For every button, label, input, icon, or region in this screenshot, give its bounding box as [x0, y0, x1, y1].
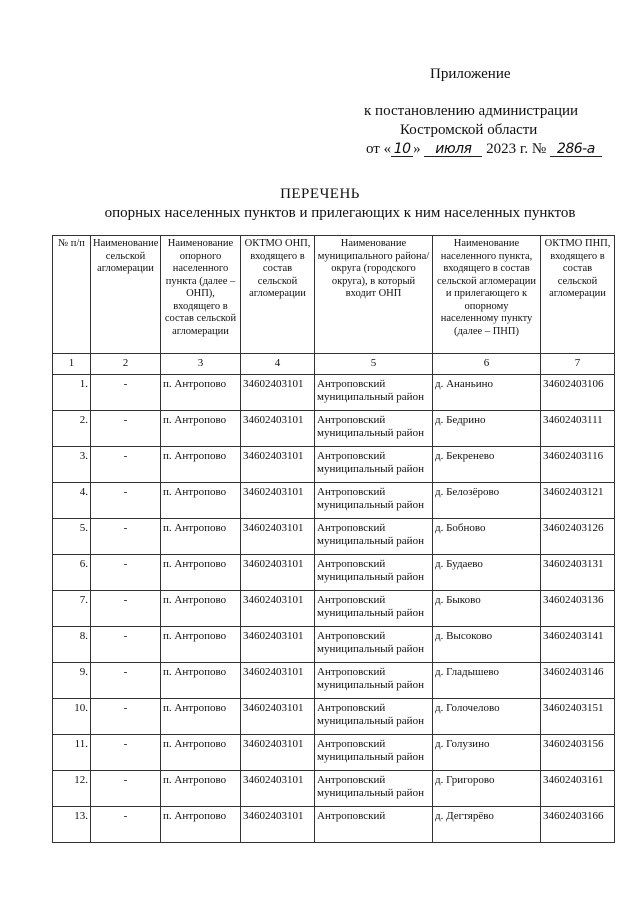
cell-onp: п. Антропово [161, 591, 241, 627]
cell-pnp: д. Голузино [433, 735, 541, 771]
table-row [53, 591, 615, 627]
cell-agglomeration: - [91, 519, 161, 555]
cell-oktmo-pnp: 34602403151 [541, 699, 615, 735]
column-number: 5 [315, 354, 433, 375]
cell-oktmo-pnp: 34602403141 [541, 627, 615, 663]
cell-onp: п. Антропово [161, 483, 241, 519]
cell-district: Антроповский муниципальный район [315, 699, 433, 735]
cell-number: 2. [53, 411, 91, 447]
cell-oktmo-onp: 34602403101 [241, 447, 315, 483]
cell-number: 10. [53, 699, 91, 735]
table-row [53, 807, 615, 843]
appendix-label: Приложение [430, 66, 511, 82]
document-subtitle: опорных населенных пунктов и прилегающих к ним населенных пунктов [104, 205, 576, 221]
cell-oktmo-pnp: 34602403106 [541, 375, 615, 411]
doc-number: 286-а [556, 141, 595, 157]
table-row [53, 483, 615, 519]
cell-oktmo-onp: 34602403101 [241, 591, 315, 627]
cell-agglomeration: - [91, 447, 161, 483]
cell-district: Антроповский муниципальный район [315, 555, 433, 591]
col-header-onp: Наименование опорного населенного пункта (далее – ОНП), входящего в состав сельской агломерации [161, 236, 241, 354]
cell-district: Антроповский муниципальный район [315, 375, 433, 411]
cell-agglomeration: - [91, 699, 161, 735]
cell-onp: п. Антропово [161, 627, 241, 663]
cell-oktmo-pnp: 34602403161 [541, 771, 615, 807]
cell-number: 9. [53, 663, 91, 699]
cell-oktmo-pnp: 34602403111 [541, 411, 615, 447]
cell-oktmo-pnp: 34602403156 [541, 735, 615, 771]
table-row [53, 555, 615, 591]
cell-pnp: д. Бобново [433, 519, 541, 555]
column-number: 1 [53, 354, 91, 375]
cell-agglomeration: - [91, 771, 161, 807]
cell-agglomeration: - [91, 555, 161, 591]
col-header-pnp: Наименование населенного пункта, входящего в состав сельской агломерации и прилегающего к опорному населенному пункту (далее – ПНП) [433, 236, 541, 354]
cell-onp: п. Антропово [161, 663, 241, 699]
cell-oktmo-pnp: 34602403121 [541, 483, 615, 519]
cell-oktmo-onp: 34602403101 [241, 411, 315, 447]
column-number: 6 [433, 354, 541, 375]
table-body [53, 375, 615, 843]
table-row [53, 447, 615, 483]
decree-date-line [366, 141, 602, 158]
cell-district: Антроповский муниципальный район [315, 411, 433, 447]
cell-number: 8. [53, 627, 91, 663]
col-header-number: № п/п [53, 236, 91, 354]
cell-oktmo-onp: 34602403101 [241, 663, 315, 699]
table-row [53, 735, 615, 771]
cell-agglomeration: - [91, 483, 161, 519]
cell-pnp: д. Григорово [433, 771, 541, 807]
date-day: 10 [393, 141, 411, 157]
cell-oktmo-onp: 34602403101 [241, 771, 315, 807]
cell-district: Антроповский муниципальный район [315, 771, 433, 807]
cell-district: Антроповский муниципальный район [315, 591, 433, 627]
column-number: 3 [161, 354, 241, 375]
table-row [53, 627, 615, 663]
cell-oktmo-onp: 34602403101 [241, 627, 315, 663]
cell-number: 5. [53, 519, 91, 555]
cell-pnp: д. Бедрино [433, 411, 541, 447]
table-row [53, 699, 615, 735]
col-header-district: Наименование муниципального района/округа (городского округа), в который входит ОНП [315, 236, 433, 354]
cell-pnp: д. Ананьино [433, 375, 541, 411]
cell-onp: п. Антропово [161, 555, 241, 591]
cell-oktmo-onp: 34602403101 [241, 375, 315, 411]
cell-number: 11. [53, 735, 91, 771]
cell-oktmo-pnp: 34602403126 [541, 519, 615, 555]
cell-agglomeration: - [91, 735, 161, 771]
date-month: июля [435, 141, 472, 157]
cell-agglomeration: - [91, 411, 161, 447]
table-row [53, 771, 615, 807]
cell-district: Антроповский муниципальный район [315, 447, 433, 483]
table-row [53, 663, 615, 699]
cell-onp: п. Антропово [161, 771, 241, 807]
cell-number: 12. [53, 771, 91, 807]
cell-onp: п. Антропово [161, 735, 241, 771]
date-prefix: от « [366, 141, 392, 157]
column-number: 4 [241, 354, 315, 375]
cell-pnp: д. Белозёрово [433, 483, 541, 519]
cell-agglomeration: - [91, 663, 161, 699]
cell-number: 7. [53, 591, 91, 627]
column-number-row [53, 354, 615, 375]
cell-oktmo-onp: 34602403101 [241, 807, 315, 843]
cell-onp: п. Антропово [161, 519, 241, 555]
column-number: 2 [91, 354, 161, 375]
cell-onp: п. Антропово [161, 447, 241, 483]
table-row [53, 411, 615, 447]
column-number: 7 [541, 354, 615, 375]
cell-agglomeration: - [91, 591, 161, 627]
decree-line-2: Костромской области [400, 122, 538, 138]
cell-pnp: д. Дегтярёво [433, 807, 541, 843]
cell-oktmo-onp: 34602403101 [241, 483, 315, 519]
cell-agglomeration: - [91, 375, 161, 411]
cell-pnp: д. Быково [433, 591, 541, 627]
cell-onp: п. Антропово [161, 807, 241, 843]
cell-oktmo-pnp: 34602403116 [541, 447, 615, 483]
cell-pnp: д. Бекренево [433, 447, 541, 483]
date-year: 2023 г. № [486, 141, 547, 157]
cell-number: 4. [53, 483, 91, 519]
cell-district: Антроповский [315, 807, 433, 843]
cell-oktmo-pnp: 34602403131 [541, 555, 615, 591]
cell-oktmo-pnp: 34602403166 [541, 807, 615, 843]
cell-district: Антроповский муниципальный район [315, 663, 433, 699]
date-mid: » [413, 141, 421, 157]
document-title: ПЕРЕЧЕНЬ [280, 186, 360, 202]
cell-district: Антроповский муниципальный район [315, 519, 433, 555]
cell-district: Антроповский муниципальный район [315, 627, 433, 663]
settlements-table [52, 235, 615, 843]
cell-oktmo-onp: 34602403101 [241, 555, 315, 591]
cell-number: 1. [53, 375, 91, 411]
col-header-agglomeration: Наименование сельской агломерации [91, 236, 161, 354]
cell-onp: п. Антропово [161, 411, 241, 447]
decree-line-1: к постановлению администрации [364, 103, 579, 119]
col-header-oktmo-onp: ОКТМО ОНП, входящего в состав сельской агломерации [241, 236, 315, 354]
table-row [53, 519, 615, 555]
cell-district: Антроповский муниципальный район [315, 735, 433, 771]
col-header-oktmo-pnp: ОКТМО ПНП, входящего в состав сельской агломерации [541, 236, 615, 354]
cell-number: 13. [53, 807, 91, 843]
cell-agglomeration: - [91, 627, 161, 663]
cell-oktmo-onp: 34602403101 [241, 699, 315, 735]
table-header-row [53, 236, 615, 354]
cell-onp: п. Антропово [161, 375, 241, 411]
cell-pnp: д. Голочелово [433, 699, 541, 735]
cell-number: 6. [53, 555, 91, 591]
table-row [53, 375, 615, 411]
cell-onp: п. Антропово [161, 699, 241, 735]
cell-number: 3. [53, 447, 91, 483]
cell-district: Антроповский муниципальный район [315, 483, 433, 519]
cell-oktmo-pnp: 34602403146 [541, 663, 615, 699]
cell-oktmo-onp: 34602403101 [241, 735, 315, 771]
cell-oktmo-pnp: 34602403136 [541, 591, 615, 627]
cell-pnp: д. Гладышево [433, 663, 541, 699]
cell-oktmo-onp: 34602403101 [241, 519, 315, 555]
cell-pnp: д. Будаево [433, 555, 541, 591]
cell-agglomeration: - [91, 807, 161, 843]
cell-pnp: д. Высоково [433, 627, 541, 663]
